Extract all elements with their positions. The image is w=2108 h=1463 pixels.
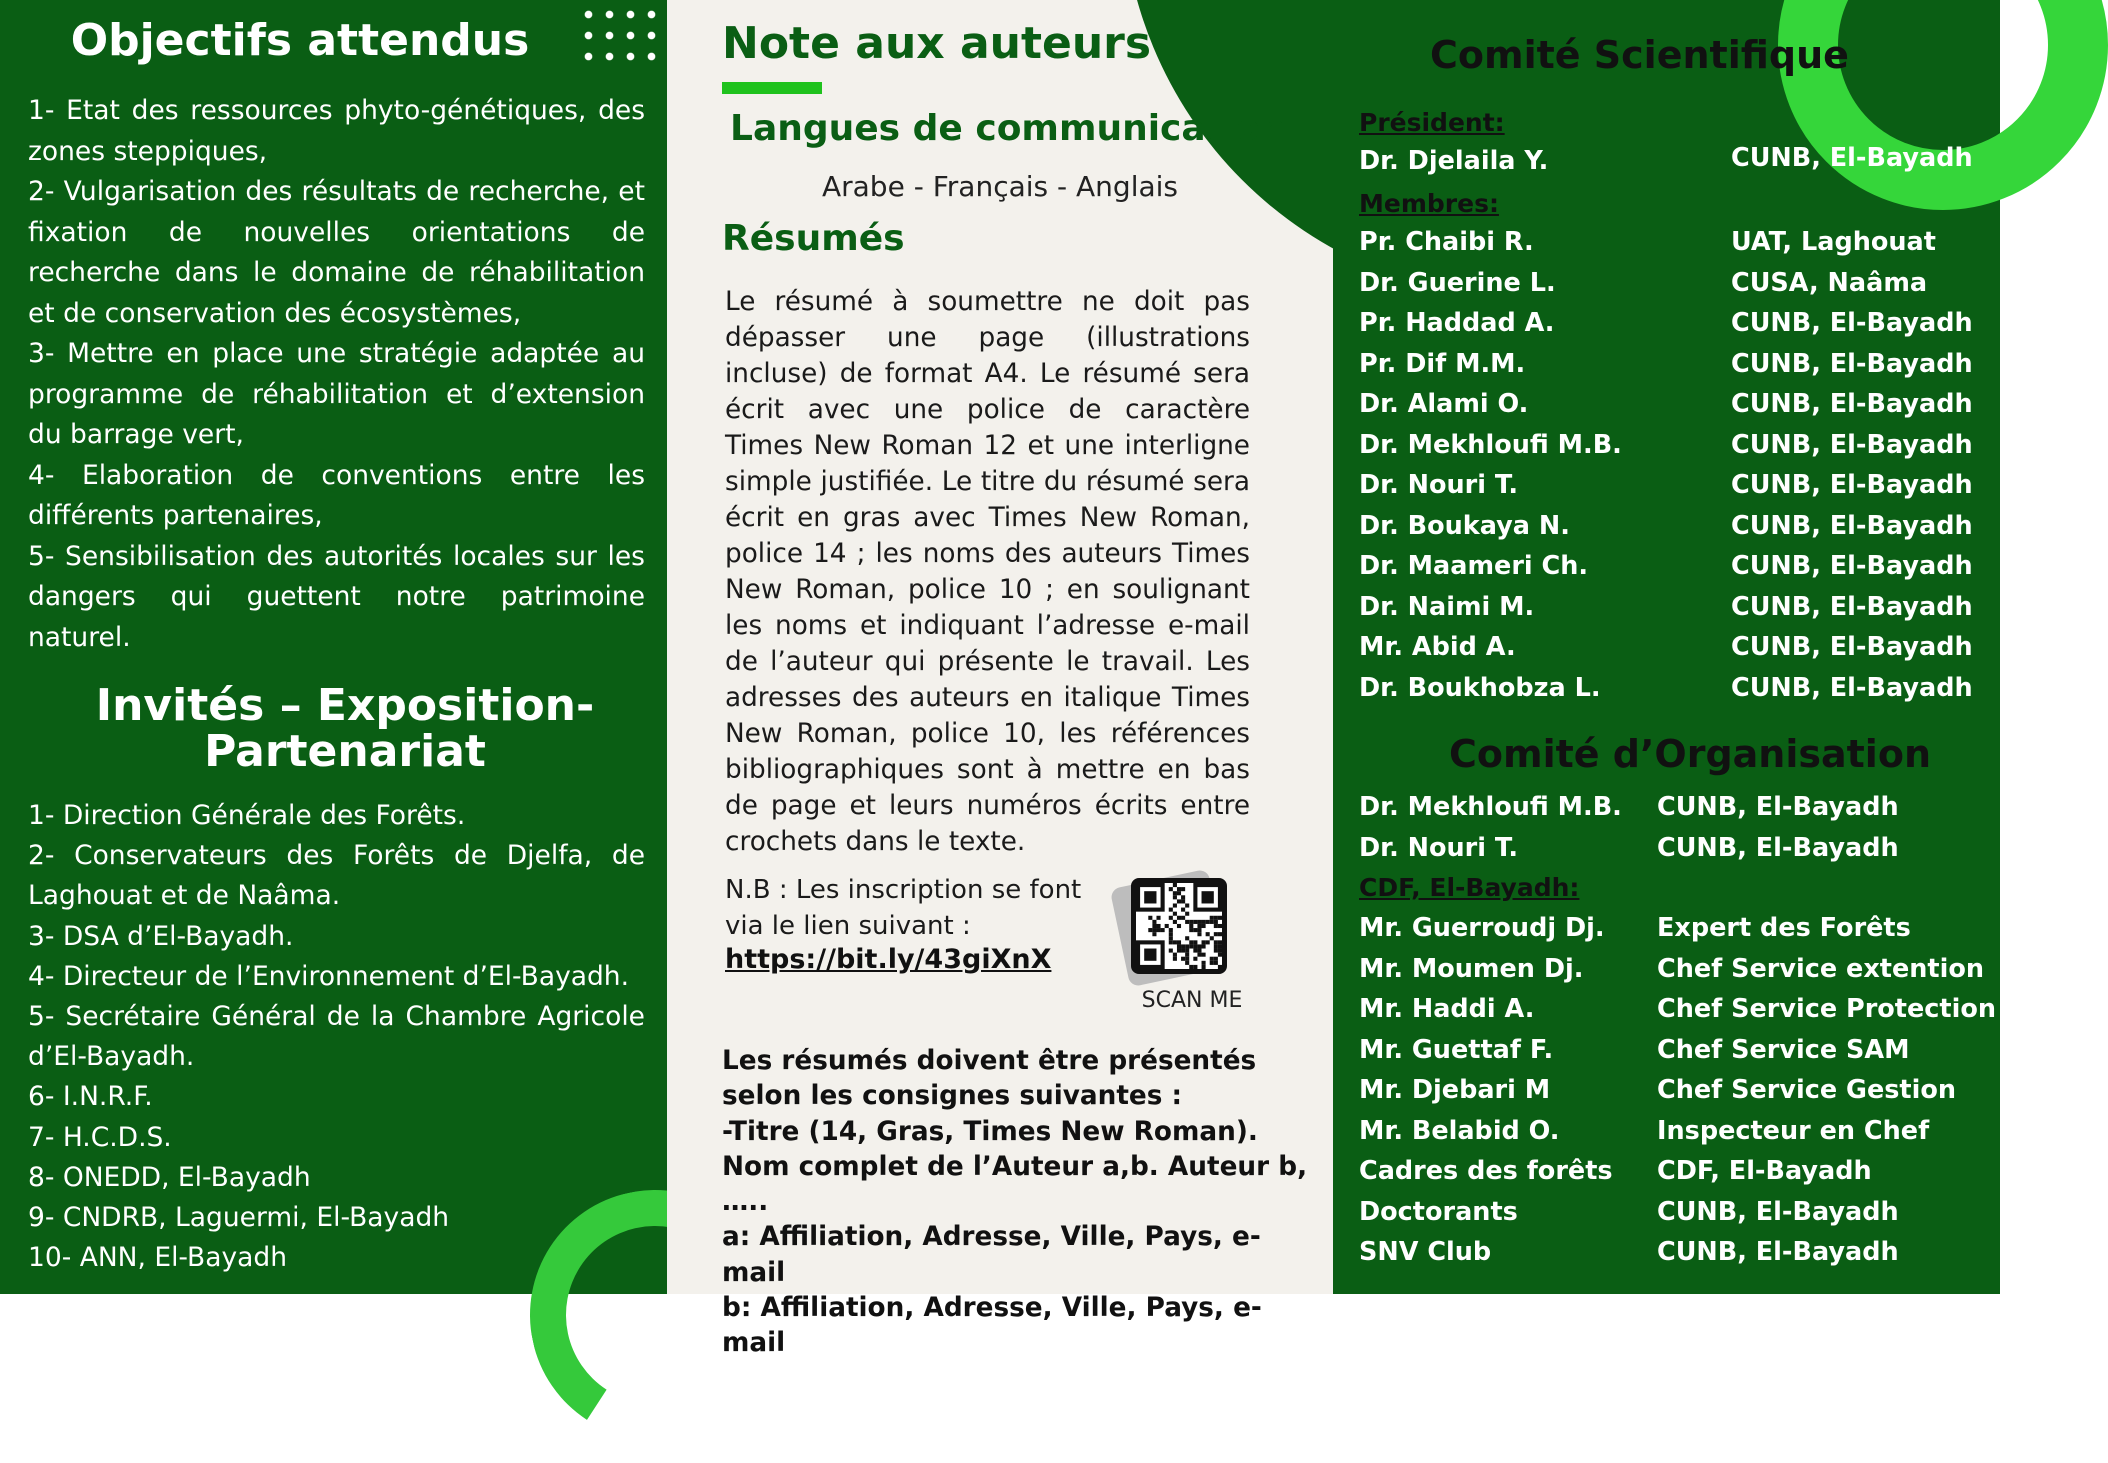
member-affiliation: CUNB, El-Bayadh [1731,551,1973,581]
member-name: Mr. Guettaf F. [1359,1034,1554,1065]
invite-item: 9- CNDRB, Laguermi, El-Bayadh [28,1202,450,1234]
comites-panel [1333,0,2000,1294]
member-name: Mr. Haddi A. [1359,994,1535,1024]
decorative-arc [1778,0,2108,210]
objectif-item: 2- Vulgarisation des résultats de recherche, et fixation de nouvelles orientations de recherche dans le domaine de réhabilitation et de conservation des écosystèmes, [28,176,645,329]
member-affiliation: CUNB, El-Bayadh [1731,143,1973,173]
member-name: Dr. Guerine L. [1359,267,1556,298]
member-name: Pr. Chaibi R. [1359,227,1534,257]
member-affiliation: CUNB, El-Bayadh [1731,672,1973,703]
invites-title-line1: Invités – Exposition- [95,680,595,731]
title-underline-bar [722,82,822,94]
member-name: Mr. Djebari M [1359,1075,1551,1105]
member-name: Dr. Maameri Ch. [1359,551,1589,581]
note-title: Note aux auteurs [722,18,1152,69]
member-affiliation: CUNB, El-Bayadh [1731,591,1973,622]
member-affiliation: CUNB, El-Bayadh [1657,792,1899,822]
invite-item: 10- ANN, El-Bayadh [28,1242,288,1274]
member-affiliation: CUNB, El-Bayadh [1731,429,1973,460]
member-name: Mr. Moumen Dj. [1359,953,1584,984]
member-name: Dr. Nouri T. [1359,470,1519,500]
member-name: Dr. Djelaila Y. [1359,146,1549,176]
member-affiliation: Chef Service extention [1657,953,1985,984]
member-affiliation: CUNB, El-Bayadh [1731,348,1973,379]
consigne-item: a: Affiliation, Adresse, Ville, Pays, e-mail [722,1222,1261,1288]
registration-link[interactable]: https://bit.ly/43giXnX [725,944,1052,975]
cdf-label: CDF, El-Bayadh: [1359,873,1580,902]
note-auteurs-panel [667,0,1333,1359]
member-name: Dr. Mekhloufi M.B. [1359,429,1622,460]
member-affiliation: CUNB, El-Bayadh [1731,632,1973,662]
resumes-title: Résumés [722,218,905,259]
member-name: Dr. Boukhobza L. [1359,672,1601,703]
member-name: Dr. Nouri T. [1359,832,1519,863]
invite-item: 1- Direction Générale des Forêts. [28,800,466,831]
member-name: SNV Club [1359,1237,1492,1267]
invite-item: 3- DSA d’El-Bayadh. [28,920,294,952]
objectifs-panel [0,0,667,1294]
invites-title-line2: Partenariat [204,726,486,778]
qr-code[interactable] [1127,870,1257,1020]
comite-scientifique-title: Comité Scientifique [1430,33,1849,77]
objectif-item: 4- Elaboration de conventions entre les différents partenaires, [28,459,645,531]
member-affiliation: CUNB, El-Bayadh [1731,510,1973,541]
member-affiliation: Chef Service Protection [1657,994,1997,1024]
invite-item: 6- I.N.R.F. [28,1081,153,1113]
invite-item: 8- ONEDD, El-Bayadh [28,1161,311,1193]
member-affiliation: CUNB, El-Bayadh [1731,470,1973,500]
langues-title: Langues de communication [730,108,1286,149]
consignes-list [722,1044,1312,1362]
consigne-item: b: Affiliation, Adresse, Ville, Pays, e-mail [722,1293,1262,1359]
member-name: Dr. Mekhloufi M.B. [1359,792,1622,822]
member-name: Pr. Dif M.M. [1359,348,1526,379]
resumes-text: Le résumé à soumettre ne doit pas dépasser une page (illustrations incluse) de format A4. Le résumé sera écrit avec une police de caractère Times New Roman 12 et une interligne simple justifiée. Le titre du résumé sera écrit en gras avec Times New Roman, police 14 ; les noms des auteurs Times New Roman, police 10 ; en soulignant les noms et indiquant l’adresse e-mail de l’auteur qui présente le travail. Les adresses des auteurs en italique Times New Roman, police 10, les références bibliographiques sont à mettre en bas de page et leurs numéros écrits entre crochets dans le texte. [725,287,1250,857]
member-name: Pr. Haddad A. [1359,308,1555,338]
consigne-item: -Titre (14, Gras, Times New Roman). [722,1116,1258,1147]
member-affiliation: CUSA, Naâma [1731,267,1928,298]
member-affiliation: CUNB, El-Bayadh [1731,308,1973,338]
member-affiliation: CUNB, El-Bayadh [1657,1196,1899,1227]
member-affiliation: UAT, Laghouat [1731,227,1936,257]
member-name: Mr. Belabid O. [1359,1115,1560,1146]
member-affiliation: CUNB, El-Bayadh [1657,832,1899,863]
member-name: Dr. Alami O. [1359,389,1529,419]
member-name: Cadres des forêts [1359,1156,1613,1186]
member-name: Dr. Naimi M. [1359,591,1535,622]
member-affiliation: Expert des Forêts [1657,913,1911,943]
objectifs-title: Objectifs attendus [70,15,530,66]
member-affiliation: Chef Service Gestion [1657,1075,1957,1105]
nb-text: N.B : Les inscription se font via le lien suivant : [725,875,1082,941]
member-affiliation: Chef Service SAM [1657,1034,1910,1065]
member-affiliation: Inspecteur en Chef [1657,1115,1930,1146]
objectifs-list [28,91,645,658]
invite-item: 5- Secrétaire Général de la Chambre Agricole d’El-Bayadh. [28,1001,645,1073]
consigne-item: Les résumés doivent être présentés selon les consignes suivantes : [722,1046,1257,1112]
member-name: Dr. Boukaya N. [1359,510,1570,541]
objectif-item: 1- Etat des ressources phyto-génétiques, des zones steppiques, [28,95,645,167]
comite-organisation-title: Comité d’Organisation [1449,732,1931,776]
member-name: Mr. Abid A. [1359,632,1516,662]
member-affiliation: CDF, El-Bayadh [1657,1156,1872,1186]
invites-title [0,680,690,778]
scan-me-label: SCAN ME [1141,988,1243,1013]
consigne-item: Nom complet de l’Auteur a,b. Auteur b, ….. [722,1151,1308,1218]
invite-item: 7- H.C.D.S. [28,1121,172,1153]
objectif-item: 3- Mettre en place une stratégie adaptée au programme de réhabilitation et d’extension du barrage vert, [28,338,645,450]
member-affiliation: CUNB, El-Bayadh [1731,389,1973,419]
invite-item: 4- Directeur de l’Environnement d’El-Bayadh. [28,960,630,992]
objectif-item: 5- Sensibilisation des autorités locales sur les dangers qui guettent notre patrimoine naturel. [28,540,645,653]
member-name: Doctorants [1359,1196,1518,1227]
langues-text: Arabe - Français - Anglais [821,170,1178,203]
invites-list [28,796,645,1278]
membres-label: Membres: [1359,189,1499,218]
member-name: Mr. Guerroudj Dj. [1359,913,1605,943]
qr-code-icon [1131,878,1227,974]
member-affiliation: CUNB, El-Bayadh [1657,1237,1899,1267]
invite-item: 2- Conservateurs des Forêts de Djelfa, de Laghouat et de Naâma. [28,840,645,912]
president-label: Président: [1359,108,1505,137]
